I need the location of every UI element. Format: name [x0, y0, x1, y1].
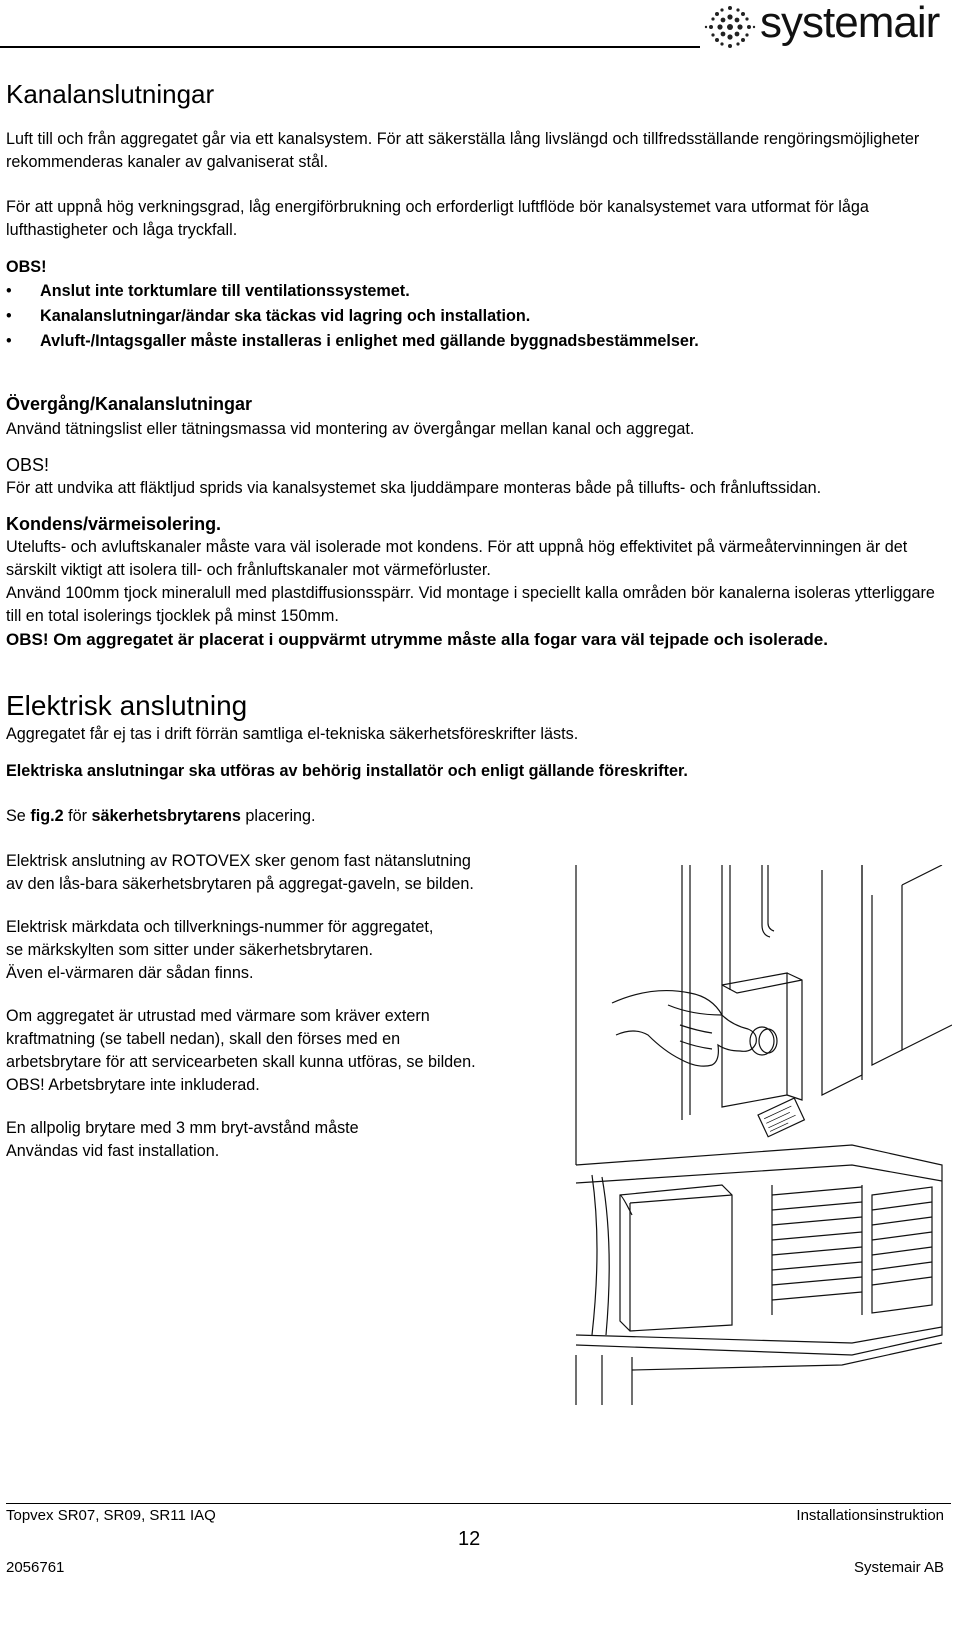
obs-label: OBS!	[6, 630, 49, 649]
warning-paragraph	[6, 628, 951, 651]
footer-product: Topvex SR07, SR09, SR11 IAQ	[6, 1507, 216, 1524]
text-line: kraftmatning (se tabell nedan), skall den förses med en	[6, 1030, 401, 1048]
obs-label: OBS!	[6, 455, 50, 475]
bullet-list	[6, 279, 951, 354]
text-line: Elektrisk märkdata och tillverknings-nummer för aggregatet,	[6, 918, 434, 936]
paragraph: Utelufts- och avluftskanaler måste vara väl isolerade mot kondens. För att uppnå hög effektivitet på värmeåtervinningen är det särskilt viktigt att isolera till- och frånluftskanaler mot värmeförluster.	[6, 538, 908, 579]
section-title-kanalanslutningar: Kanalanslutningar	[6, 79, 215, 109]
logo-dots-icon	[702, 2, 758, 52]
text-line: En allpolig brytare med 3 mm bryt-avstånd måste	[6, 1119, 359, 1137]
brand-name: systemair	[760, 0, 940, 47]
footer-doc-type: Installationsinstruktion	[796, 1507, 944, 1524]
systemair-logo	[702, 2, 952, 52]
obs-label: OBS!	[6, 258, 47, 276]
paragraph-block	[6, 916, 596, 985]
footer-rule	[6, 1503, 951, 1504]
text-line: Elektrisk anslutning av ROTOVEX sker genom fast nätanslutning	[6, 852, 471, 870]
text-line: Om aggregatet är utrustad med värmare som kräver extern	[6, 1007, 430, 1025]
list-item: • Anslut inte torktumlare till ventilationssystemet.	[40, 279, 951, 304]
section-title-kondens: Kondens/värmeisolering.	[6, 514, 222, 534]
text-run: placering.	[240, 807, 316, 825]
text-line: arbetsbrytare för att servicearbeten skall kunna utföras, se bilden.	[6, 1053, 476, 1071]
figure-reference: fig.2	[30, 807, 64, 825]
warning-text: Om aggregatet är placerat i ouppvärmt utrymme måste alla fogar vara väl tejpade och isolerade.	[48, 630, 828, 649]
text-line: Även el-värmaren där sådan finns.	[6, 964, 254, 982]
paragraph: Aggregatet får ej tas i drift förrän samtliga el-tekniska säkerhetsföreskrifter lästs.	[6, 725, 579, 743]
list-item: • Avluft-/Intagsgaller måste installeras i enlighet med gällande byggnadsbestämmelser.	[40, 329, 951, 354]
page-number: 12	[458, 1528, 481, 1550]
paragraph	[6, 805, 951, 828]
footer-company: Systemair AB	[853, 1559, 944, 1576]
section-title-elektrisk: Elektrisk anslutning	[6, 690, 248, 721]
list-item: • Kanalanslutningar/ändar ska täckas vid lagring och installation.	[40, 304, 951, 329]
text-run: för	[63, 807, 92, 825]
paragraph-block	[6, 850, 596, 896]
paragraph: För att uppnå hög verkningsgrad, låg energiförbrukning och erforderligt luftflöde bör kanalsystemet vara utformat för låga lufthastigheter och låga tryckfall.	[6, 198, 869, 239]
safety-switch-illustration	[572, 865, 952, 1405]
header-rule	[0, 46, 700, 48]
paragraph: Elektriska anslutningar ska utföras av behörig installatör och enligt gällande föreskrifter.	[6, 762, 688, 780]
paragraph: För att undvika att fläktljud sprids via kanalsystemet ska ljuddämpare monteras både på tillufts- och frånluftssidan.	[6, 479, 822, 497]
paragraph: Använd tätningslist eller tätningsmassa vid montering av övergångar mellan kanal och aggregat.	[6, 420, 695, 438]
text-run: Se	[6, 807, 31, 825]
paragraph: Använd 100mm tjock mineralull med plastdiffusionsspärr. Vid montage i speciellt kalla områden bör kanalerna isoleras ytterliggare till en total isolerings tjocklek på minst 150mm.	[6, 584, 935, 625]
paragraph: Luft till och från aggregatet går via ett kanalsystem. För att säkerställa lång livslängd och tillfredsställande rengöringsmöjligheter rekommenderas kanaler av galvaniserat stål.	[6, 130, 920, 171]
footer-doc-number: 2056761	[6, 1559, 65, 1576]
text-line: Användas vid fast installation.	[6, 1142, 220, 1160]
text-line: se märkskylten som sitter under säkerhetsbrytaren.	[6, 941, 374, 959]
section-title-overgang: Övergång/Kanalanslutningar	[6, 394, 253, 414]
paragraph-block	[6, 1117, 596, 1163]
text-line: OBS! Arbetsbrytare inte inkluderad.	[6, 1076, 260, 1094]
paragraph-block	[6, 1005, 596, 1097]
text-run: säkerhetsbrytarens	[91, 807, 241, 825]
text-line: av den lås-bara säkerhetsbrytaren på aggregat-gaveln, se bilden.	[6, 875, 474, 893]
